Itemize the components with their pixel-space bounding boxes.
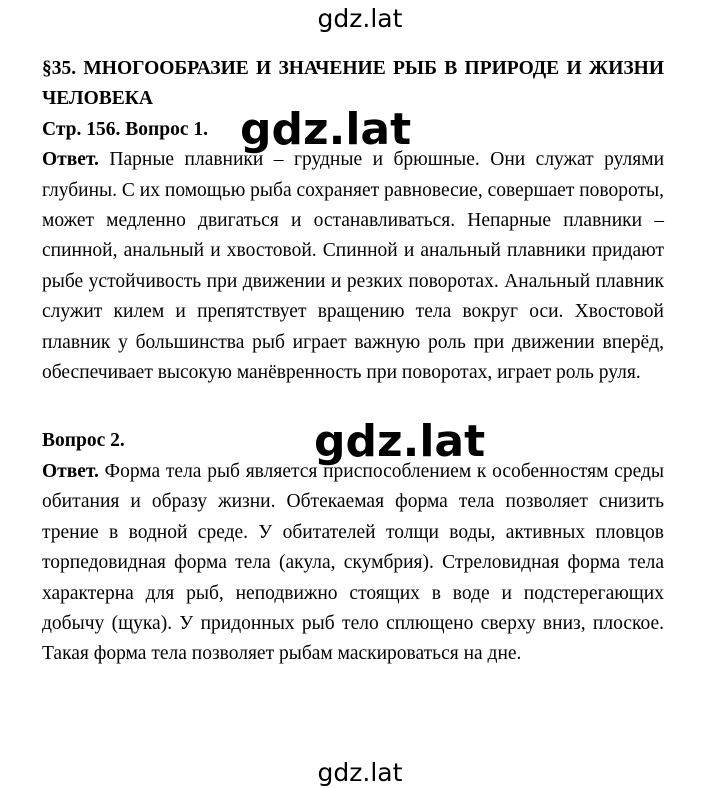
watermark-middle-1: gdz.lat (240, 104, 412, 155)
question-2-label: Вопрос 2. (42, 430, 125, 452)
watermark-middle-2: gdz.lat (314, 416, 486, 467)
question-1-label: Стр. 156. Вопрос 1. (42, 118, 208, 140)
answer-1-text: Парные плавники – грудные и брюшные. Они служат рулями глубины. С их помощью рыба сохраняет равновесие, совершает повороты, может медленно двигаться и останавливаться. Непарные плавники – спинной, анальный и хвостовой. Спинной и анальный плавники придают рыбе устойчивость при движении и резких поворотах. Анальный плавник служит килем и препятствует вращению тела вокруг оси. Хвостовой плавник у большинства рыб играет важную роль при движении вперёд, обеспечивает высокую манёвренность при поворотах, играет роль руля. (42, 149, 665, 384)
watermark-top: gdz.lat (317, 4, 403, 33)
answer-2 (42, 457, 664, 670)
answer-1-label: Ответ. (42, 149, 99, 171)
section-heading: §35. МНОГООБРАЗИЕ И ЗНАЧЕНИЕ РЫБ В ПРИРОДЕ И ЖИЗНИ ЧЕЛОВЕКА (42, 58, 664, 110)
watermark-bottom: gdz.lat (317, 758, 403, 787)
answer-2-label: Ответ. (42, 460, 99, 482)
answer-1 (42, 145, 664, 388)
answer-2-text: Форма тела рыб является приспособлением к особенностям среды обитания и образу жизни. Обтекаемая форма тела позволяет снизить трение в водной среде. У обитателей толщи воды, активных пловцов торпедовидная форма тела (акула, скумбрия). Стреловидная форма тела характерна для рыб, неподвижно стоящих в воде и подстерегающих добычу (щука). У придонных рыб тело сплющено сверху вниз, плоское. Такая форма тела позволяет рыбам маскироваться на дне. (42, 460, 664, 665)
